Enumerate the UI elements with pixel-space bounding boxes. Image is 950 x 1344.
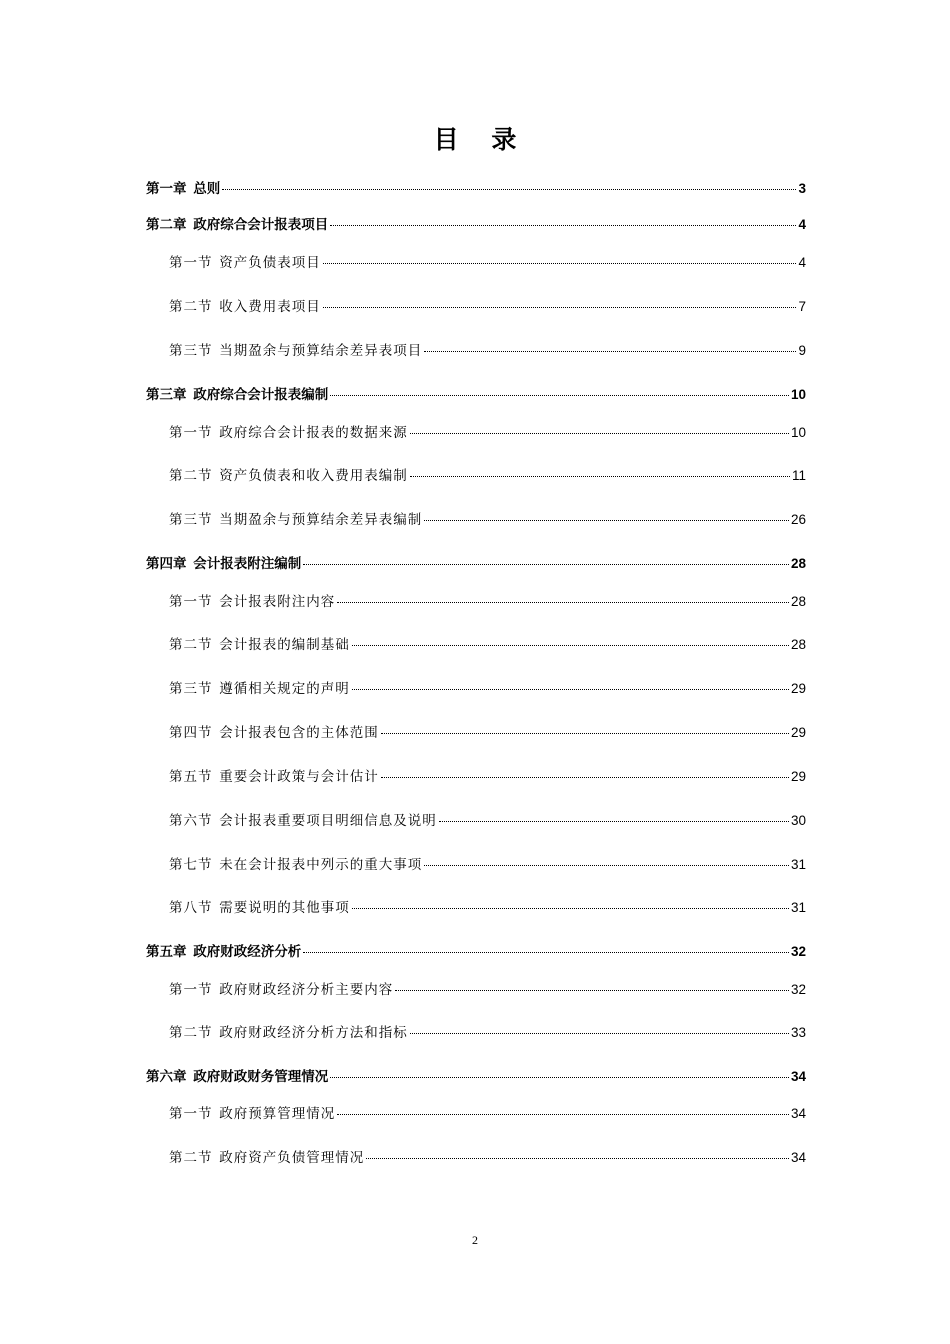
toc-section-entry[interactable] [169,812,806,830]
toc-entry-text [169,424,408,442]
toc-entry-title: 总则 [193,181,221,197]
toc-section-entry[interactable] [169,1149,806,1167]
toc-entry-title: 政府资产负债管理情况 [219,1150,365,1166]
toc-section-entry[interactable] [169,724,806,742]
toc-entry-page: 26 [790,512,806,527]
toc-entry-number: 第一节 [169,255,213,271]
toc-entry-title: 政府综合会计报表编制 [193,387,329,403]
toc-entry-number: 第二节 [169,637,213,653]
toc-entry-number: 第一节 [169,594,213,610]
toc-entry-number: 第二节 [169,1025,213,1041]
toc-entry-number: 第四章 [146,556,187,572]
toc-entry-title: 未在会计报表中列示的重大事项 [219,857,423,873]
toc-section-entry[interactable] [169,1024,806,1042]
page-number: 2 [472,1233,478,1247]
toc-entry-page: 4 [798,255,806,270]
toc-entry-page: 30 [790,813,806,828]
toc-section-entry[interactable] [169,254,806,272]
toc-section-entry[interactable] [169,593,806,611]
toc-dot-leader [337,1114,789,1115]
toc-entry-number: 第三节 [169,512,213,528]
toc-entry-text [169,724,379,742]
toc-dot-leader [303,564,789,565]
toc-chapter-entry[interactable] [146,386,806,404]
toc-entry-title: 政府财政财务管理情况 [193,1069,329,1085]
toc-entry-text [146,943,301,961]
toc-section-entry[interactable] [169,856,806,874]
toc-entry-text [146,555,301,573]
toc-entry-title: 会计报表的编制基础 [219,637,350,653]
toc-entry-text [169,981,393,999]
toc-entry-text [146,216,328,234]
toc-chapter-entry[interactable] [146,216,806,234]
toc-dot-leader [337,602,789,603]
toc-dot-leader [381,733,789,734]
toc-dot-leader [330,225,796,226]
toc-entry-page: 32 [790,982,806,997]
toc-entry-title: 会计报表重要项目明细信息及说明 [219,813,437,829]
toc-section-entry[interactable] [169,981,806,999]
toc-dot-leader [352,645,789,646]
toc-entry-number: 第一节 [169,425,213,441]
toc-entry-title: 政府预算管理情况 [219,1106,336,1122]
toc-entry-text [146,1068,328,1086]
toc-section-entry[interactable] [169,467,806,485]
toc-dot-leader [330,395,789,396]
toc-section-entry[interactable] [169,1105,806,1123]
toc-entry-title: 需要说明的其他事项 [219,900,350,916]
toc-entry-page: 34 [790,1069,806,1084]
toc-entry-number: 第六节 [169,813,213,829]
toc-title: 目 录 [433,125,529,154]
toc-entry-text [169,1149,364,1167]
toc-entry-text [169,511,422,529]
toc-chapter-entry[interactable] [146,1068,806,1086]
toc-section-entry[interactable] [169,298,806,316]
toc-section-entry[interactable] [169,899,806,917]
toc-entry-title: 遵循相关规定的声明 [219,681,350,697]
toc-entry-text [169,467,408,485]
toc-entry-title: 当期盈余与预算结余差异表项目 [219,343,423,359]
toc-entry-title: 资产负债表项目 [219,255,321,271]
toc-entry-page: 34 [790,1106,806,1121]
toc-dot-leader [395,990,789,991]
toc-entry-number: 第一节 [169,1106,213,1122]
toc-entry-number: 第三节 [169,681,213,697]
toc-entry-text [169,298,321,316]
toc-entry-number: 第二节 [169,299,213,315]
toc-entry-title: 收入费用表项目 [219,299,321,315]
toc-section-entry[interactable] [169,511,806,529]
toc-entry-number: 第七节 [169,857,213,873]
toc-entry-number: 第四节 [169,725,213,741]
toc-entry-page: 31 [790,900,806,915]
toc-dot-leader [352,908,789,909]
toc-entry-text [169,856,422,874]
toc-entry-text [146,386,328,404]
toc-section-entry[interactable] [169,342,806,360]
toc-entry-page: 28 [790,556,806,571]
toc-entry-page: 7 [798,299,806,314]
toc-entry-text [169,768,379,786]
toc-entry-page: 3 [798,181,806,196]
toc-dot-leader [222,189,796,190]
toc-entry-title: 会计报表附注编制 [193,556,302,572]
toc-entry-title: 政府财政经济分析 [193,944,302,960]
toc-entry-title: 政府财政经济分析方法和指标 [219,1025,408,1041]
toc-dot-leader [410,433,789,434]
toc-dot-leader [323,263,797,264]
toc-dot-leader [330,1077,789,1078]
toc-entry-number: 第六章 [146,1069,187,1085]
toc-entry-page: 33 [790,1025,806,1040]
toc-entry-page: 9 [798,343,806,358]
toc-entry-text [169,342,422,360]
toc-dot-leader [424,520,789,521]
toc-entry-title: 会计报表包含的主体范围 [219,725,379,741]
toc-dot-leader [381,777,789,778]
toc-entry-page: 10 [790,387,806,402]
toc-entry-text [169,1024,408,1042]
toc-entry-text [169,254,321,272]
toc-entry-page: 11 [791,468,806,483]
toc-entry-number: 第二节 [169,1150,213,1166]
toc-entry-title: 重要会计政策与会计估计 [219,769,379,785]
toc-entry-number: 第八节 [169,900,213,916]
toc-entry-number: 第二节 [169,468,213,484]
toc-dot-leader [439,821,789,822]
toc-dot-leader [352,689,789,690]
toc-chapter-entry[interactable] [146,180,806,198]
toc-chapter-entry[interactable] [146,943,806,961]
toc-section-entry[interactable] [169,768,806,786]
toc-dot-leader [424,865,789,866]
toc-entry-title: 当期盈余与预算结余差异表编制 [219,512,423,528]
toc-dot-leader [410,1033,789,1034]
toc-entry-page: 29 [790,681,806,696]
toc-chapter-entry[interactable] [146,555,806,573]
toc-dot-leader [323,307,797,308]
toc-entry-text [169,812,437,830]
toc-entry-text [169,593,335,611]
toc-entry-number: 第三章 [146,387,187,403]
toc-section-entry[interactable] [169,680,806,698]
toc-entry-number: 第三节 [169,343,213,359]
toc-dot-leader [366,1158,789,1159]
toc-dot-leader [410,476,790,477]
toc-entry-number: 第一章 [146,181,187,197]
toc-dot-leader [424,351,796,352]
toc-entry-title: 资产负债表和收入费用表编制 [219,468,408,484]
toc-entry-text [169,899,350,917]
toc-entry-number: 第五节 [169,769,213,785]
toc-entry-page: 29 [790,769,806,784]
toc-section-entry[interactable] [169,636,806,654]
toc-entry-page: 34 [790,1150,806,1165]
toc-entry-number: 第五章 [146,944,187,960]
toc-section-entry[interactable] [169,424,806,442]
toc-entry-title: 政府综合会计报表项目 [193,217,329,233]
toc-entry-page: 4 [798,217,806,232]
toc-dot-leader [303,952,789,953]
toc-entry-text [169,1105,335,1123]
toc-entry-number: 第二章 [146,217,187,233]
toc-entry-number: 第一节 [169,982,213,998]
toc-entry-text [169,636,350,654]
toc-entry-text [169,680,350,698]
toc-entry-page: 32 [790,944,806,959]
toc-entry-page: 10 [790,425,806,440]
toc-entry-text [146,180,220,198]
toc-entry-title: 政府综合会计报表的数据来源 [219,425,408,441]
toc-entry-page: 29 [790,725,806,740]
toc-entry-page: 28 [790,594,806,609]
toc-entry-title: 会计报表附注内容 [219,594,336,610]
toc-entry-page: 28 [790,637,806,652]
toc-entry-title: 政府财政经济分析主要内容 [219,982,394,998]
toc-entry-page: 31 [790,857,806,872]
